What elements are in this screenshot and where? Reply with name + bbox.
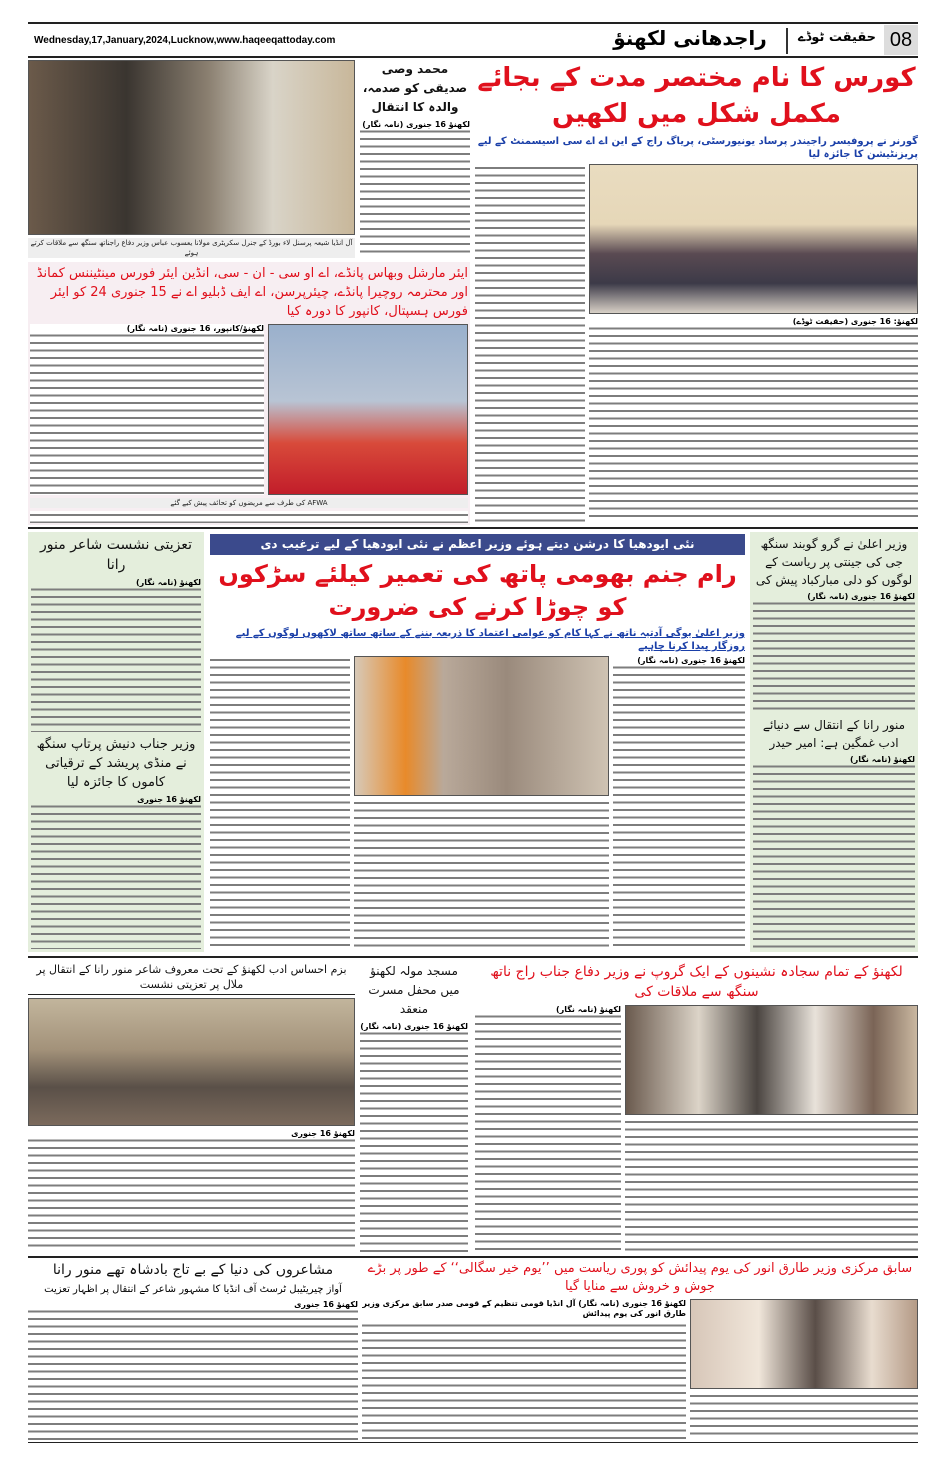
taziyati-headline: تعزیتی نشست شاعر منور رانا (40, 537, 192, 573)
tariq-body-tail (690, 1392, 918, 1440)
ayodhya-subhead: وزیر اعلیٰ یوگی آدتیہ ناتھ نے کہا کام کو عوامی اعتماد کا ذریعہ بننے کے ساتھ ساتھ لاکھوں لوگوں کے لیے روزگار پیدا کرنا چاہیے (235, 628, 745, 652)
mandi-body (31, 795, 201, 949)
ayodhya-kicker-banner: نئی ایودھیا کا درشن دیتے ہوئے وزیر اعظم نے نئی ایودھیا کے لیے ترغیب دی (210, 534, 745, 555)
hospital-visit-photo (268, 324, 468, 495)
rajnath-meeting-photo (28, 60, 355, 235)
bazm-headline: بزم احساس ادب لکھنؤ کے تحت معروف شاعر منور رانا کے انتقال پر ملال پر تعزیتی نشست (28, 962, 355, 995)
ayodhya-dateline: لکھنؤ 16 جنوری (نامہ نگار) (613, 656, 745, 666)
course-story (475, 60, 918, 522)
left-column-box (28, 532, 204, 952)
course-body-col1 (475, 164, 585, 522)
dateline: Wednesday,17,January,2024,Lucknow,www.haqeeqattoday.com (34, 35, 336, 46)
masthead-logo: حقیقت ٹوڈے (797, 30, 877, 45)
yogi-address-photo (354, 656, 609, 796)
mushaira-dateline: لکھنؤ 16 جنوری (28, 1300, 358, 1310)
ayodhya-body-mid (354, 799, 609, 950)
airforce-dateline: لکھنؤ/کانپور، 16 جنوری (نامہ نگار) (30, 324, 264, 334)
tariq-headline: سابق مرکزی وزیر طارق انور کی یوم پیدائش کو پوری ریاست میں ’’یوم خیر سگالی‘‘ کے طور پر بڑے جوش و خروش سے منایا گیا (367, 1261, 913, 1294)
right-column-box (750, 532, 918, 952)
section-rule-2 (28, 956, 918, 958)
bazm-dateline: لکھنؤ 16 جنوری (28, 1129, 355, 1139)
masjid-headline: مسجد مولہ لکھنؤ میں محفل مسرت منعقد (368, 964, 460, 1016)
ayodhya-body-col1 (613, 656, 745, 950)
airforce-caption: AFWA کی طرف سے مریضوں کو تحائف پیش کیے گئے (30, 498, 468, 508)
wasi-headline: محمد وصی صدیقی کو صدمہ، والدہ کا انتقال (362, 62, 468, 114)
divider (786, 28, 788, 54)
course-body-col2 (589, 317, 918, 522)
bottom-rule (28, 1442, 918, 1443)
rajnath-photo-block (28, 60, 355, 258)
section-rule-3 (28, 1256, 918, 1258)
mushaira-headline: مشاعروں کی دنیا کے بے تاج بادشاہ تھے منور رانا (52, 1262, 334, 1278)
masjid-body (360, 1022, 468, 1252)
sajjada-dateline: لکھنؤ (نامہ نگار) (475, 1005, 621, 1015)
airforce-body-tail (30, 511, 468, 523)
amir-dateline: لکھنؤ (نامہ نگار) (753, 755, 915, 765)
sajjada-headline: لکھنؤ کے تمام سجادہ نشینوں کے ایک گروپ نے وزیر دفاع جناب راج ناتھ سنگھ سے ملاقات کی (490, 964, 903, 1000)
sajjada-columns (475, 1005, 918, 1252)
ayodhya-body-col4 (210, 656, 350, 950)
course-headline: کورس کا نام مختصر مدت کے بجائے مکمل شکل میں لکھیں (477, 63, 916, 129)
photo-caption: آل انڈیا شیعہ پرسنل لاء بورڈ کے جنرل سکریٹری مولانا یعسوب عباس وزیر دفاع راجناتھ سنگھ سے ملاقات کرتے ہوئے (28, 238, 355, 258)
guru-dateline: لکھنؤ 16 جنوری (نامہ نگار) (753, 592, 915, 602)
airforce-columns (30, 324, 468, 495)
bazm-story (28, 962, 355, 1252)
ayodhya-headline: رام جنم بھومی پاتھ کی تعمیر کیلئے سڑکوں کو چوڑا کرنے کی ضرورت (218, 560, 737, 621)
sajjada-body-col (475, 1005, 621, 1252)
course-dateline: لکھنؤ: 16 جنوری (حقیقت ٹوڈے) (589, 317, 918, 327)
tariq-body (362, 1299, 686, 1440)
mandi-dateline: لکھنؤ 16 جنوری (31, 795, 201, 805)
mushaira-story (28, 1260, 358, 1440)
guru-body (753, 592, 915, 713)
ayodhya-columns (210, 656, 745, 950)
wasi-body (360, 120, 470, 255)
tariq-story (362, 1260, 918, 1440)
airforce-box (28, 262, 470, 525)
airforce-body (30, 324, 264, 495)
amir-body (753, 755, 915, 949)
airforce-headline: ایئر مارشل وبھاس پانڈے، اے او سی - ان - سی، انڈین ایئر فورس مینٹیننس کمانڈ اور محترمہ روچیرا پانڈے، چیئرپرسن، اے ایف ڈبلیو اے نے 15 جنوری 24 کو ایئر فورس ہسپتال، کانپور کا دورہ کیا (36, 266, 468, 319)
bazm-body (28, 1129, 355, 1252)
mandi-headline: وزیر جناب دنیش پرتاپ سنگھ نے منڈی پریشد کے ترقیاتی کاموں کا جائزہ لیا (36, 737, 196, 790)
section-rule (28, 527, 918, 529)
course-columns (475, 164, 918, 522)
page-number: 08 (884, 25, 918, 55)
wasi-dateline: لکھنؤ 16 جنوری (نامہ نگار) (360, 120, 470, 130)
ayodhya-story (210, 534, 745, 950)
header-rule (28, 56, 918, 58)
mushaira-subhead: آواز چیریٹیبل ٹرسٹ آف انڈیا کا مشہور شاعر کے انتقال پر اظہار تعزیت (44, 1284, 342, 1295)
section-title: راجدھانی لکھنؤ (613, 26, 767, 50)
guru-headline: وزیر اعلیٰ نے گرو گوبند سنگھ جی کی جینتی پر ریاست کے لوگوں کو دلی مبارکباد پیش کی (755, 537, 913, 587)
governor-group-photo (589, 164, 918, 314)
mushaira-body (28, 1300, 358, 1440)
taziyati-dateline: لکھنؤ (نامہ نگار) (31, 578, 201, 588)
sajjada-body-bottom (625, 1118, 918, 1252)
amir-headline: منور رانا کے انتقال سے دنیائے ادب غمگین ہے: امیر حیدر (762, 718, 906, 751)
course-subhead: گورنر نے پروفیسر راجیندر پرساد یونیورسٹی، پریاگ راج کے این اے اے سی اسیسمنٹ کے لیے پریزنٹیشن کا جائزہ لیا (477, 136, 918, 160)
tariq-columns (362, 1299, 918, 1440)
bazm-meeting-photo (28, 998, 355, 1126)
taziyati-body (31, 578, 201, 732)
tariq-dateline: لکھنؤ 16 جنوری (نامہ نگار) آل انڈیا قومی تنظیم کے قومی صدر سابق مرکزی وزیر طارق انور کی یوم پیدائش (362, 1299, 686, 1318)
sajjada-story (475, 962, 918, 1252)
top-rule (28, 22, 918, 24)
sajjada-meeting-photo (625, 1005, 918, 1115)
tariq-celebration-photo (690, 1299, 918, 1389)
wasi-story (360, 60, 470, 255)
masjid-dateline: لکھنؤ 16 جنوری (نامہ نگار) (360, 1022, 468, 1031)
masjid-story (360, 962, 468, 1252)
